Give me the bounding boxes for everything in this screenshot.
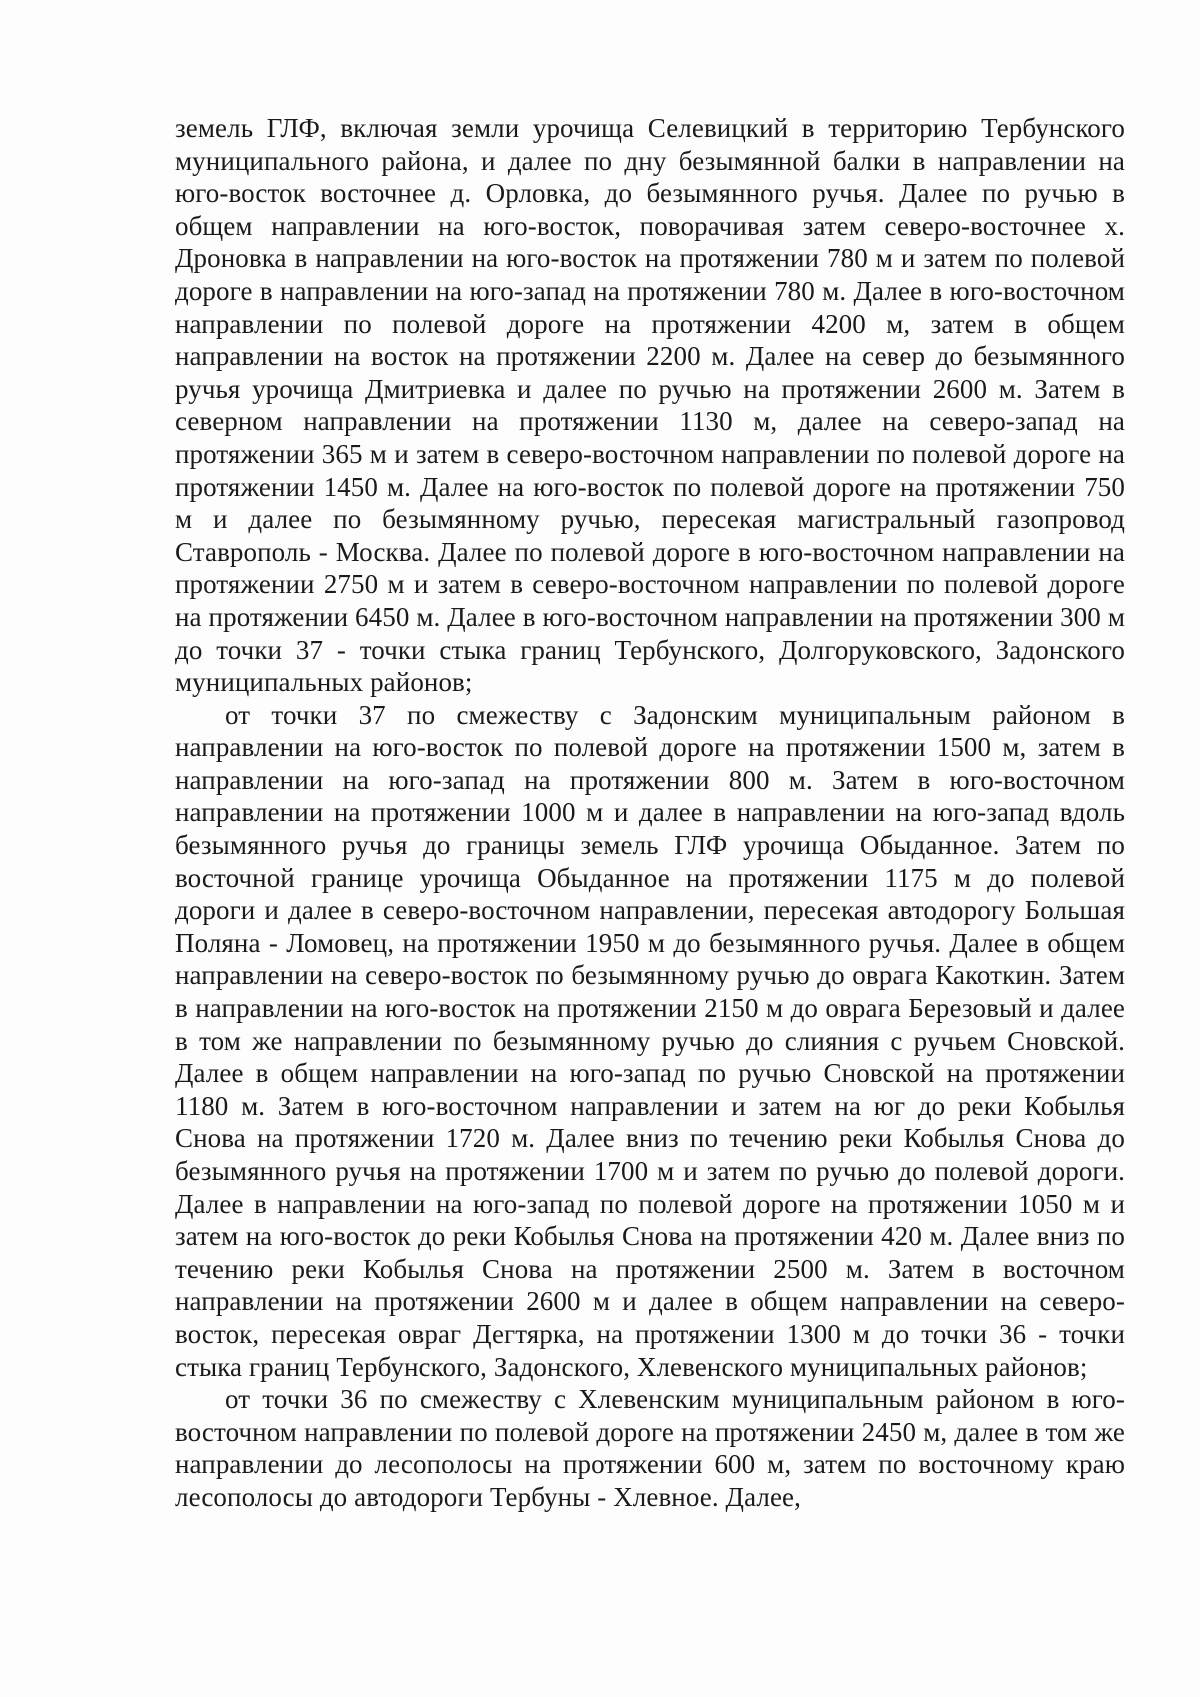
paragraph-2: от точки 37 по смежеству с Задонским муниципальным районом в направлении на юго-восток по полевой дороге на протяжении 1500 м, затем в направлении на юго-запад на протяжении 800 м. Затем в юго-восточном направлении на протяжении 1000 м и далее в направлении на юго-запад вдоль безымянного ручья до границы земель ГЛФ урочища Обыданное. Затем по восточной границе урочища Обыданное на протяжении 1175 м до полевой дороги и далее в северо-восточном направлении, пересекая автодорогу Большая Поляна - Ломовец, на протяжении 1950 м до безымянного ручья. Далее в общем направлении на северо-восток по безымянному ручью до оврага Какоткин. Затем в направлении на юго-восток на протяжении 2150 м до оврага Березовый и далее в том же направлении по безымянному ручью до слияния с ручьем Сновской. Далее в общем направлении на юго-запад по ручью Сновской на протяжении 1180 м. Затем в юго-восточном направлении и затем на юг до реки Кобылья Снова на протяжении 1720 м. Далее вниз по течению реки Кобылья Снова до безымянного ручья на протяжении 1700 м и затем по ручью до полевой дороги. Далее в направлении на юго-запад по полевой дороге на протяжении 1050 м и затем на юго-восток до реки Кобылья Снова на протяжении 420 м. Далее вниз по течению реки Кобылья Снова на протяжении 2500 м. Затем в восточном направлении на протяжении 2600 м и далее в общем направлении на северо-восток, пересекая овраг Дегтярка, на протяжении 1300 м до точки 36 - точки стыка границ Тербунского, Задонского, Хлевенского муниципальных районов;: [175, 699, 1125, 1382]
paragraph-1: земель ГЛФ, включая земли урочища Селевицкий в территорию Тербунского муниципального района, и далее по дну безымянной балки в направлении на юго-восток восточнее д. Орловка, до безымянного ручья. Далее по ручью в общем направлении на юго-восток, поворачивая затем северо-восточнее х. Дроновка в направлении на юго-восток на протяжении 780 м и затем по полевой дороге в направлении на юго-запад на протяжении 780 м. Далее в юго-восточном направлении по полевой дороге на протяжении 4200 м, затем в общем направлении на восток на протяжении 2200 м. Далее на север до безымянного ручья урочища Дмитриевка и далее по ручью на протяжении 2600 м. Затем в северном направлении на протяжении 1130 м, далее на северо-запад на протяжении 365 м и затем в северо-восточном направлении по полевой дороге на протяжении 1450 м. Далее на юго-восток по полевой дороге на протяжении 750 м и далее по безымянному ручью, пересекая магистральный газопровод Ставрополь - Москва. Далее по полевой дороге в юго-восточном направлении на протяжении 2750 м и затем в северо-восточном направлении по полевой дороге на протяжении 6450 м. Далее в юго-восточном направлении на протяжении 300 м до точки 37 - точки стыка границ Тербунского, Долгоруковского, Задонского муниципальных районов;: [175, 113, 1125, 698]
paragraph-3: от точки 36 по смежеству с Хлевенским муниципальным районом в юго-восточном направлении по полевой дороге на протяжении 2450 м, далее в том же направлении до лесополосы на протяжении 600 м, затем по восточному краю лесополосы до автодороги Тербуны - Хлевное. Далее,: [175, 1384, 1125, 1512]
document-body: [175, 112, 1125, 1514]
